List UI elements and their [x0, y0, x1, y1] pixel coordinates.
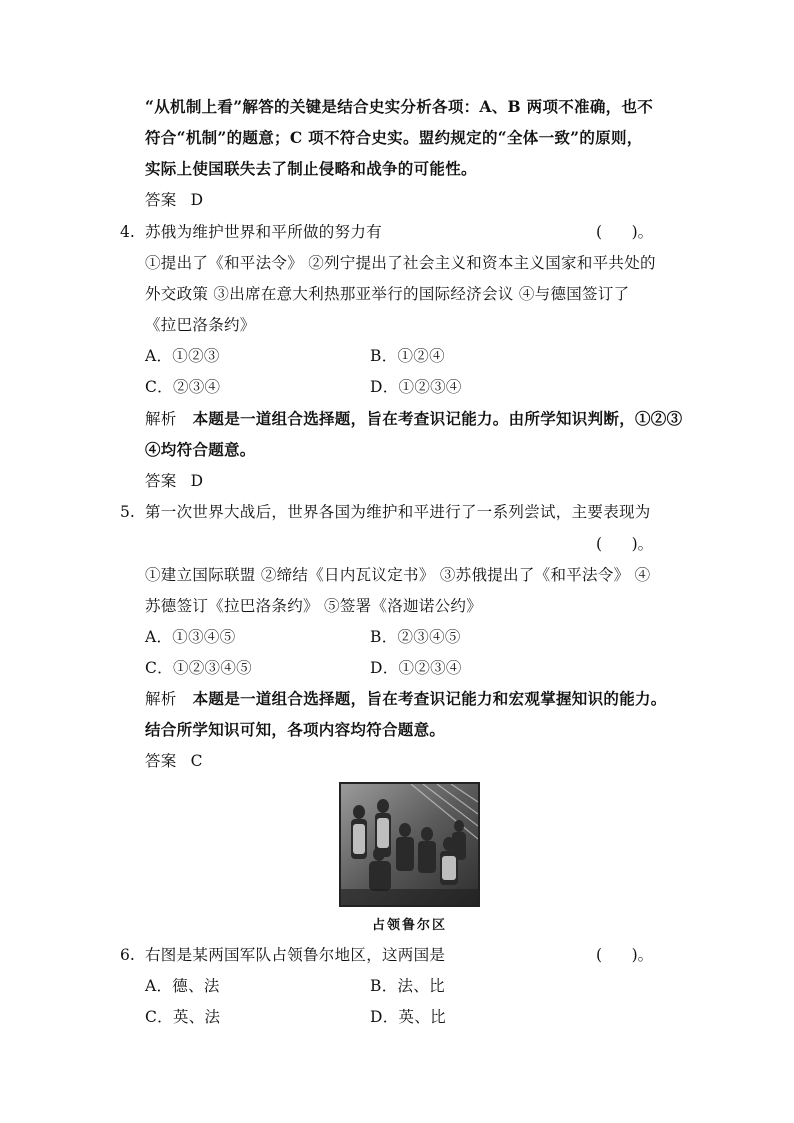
- question-4-choice-b: B．①②④: [370, 347, 445, 365]
- intro-line-3: 实际上使国联失去了制止侵略和战争的可能性。: [145, 159, 477, 178]
- question-4-options-line-1: ①提出了《和平法令》 ②列宁提出了社会主义和资本主义国家和平共处的: [145, 254, 656, 272]
- question-4-number: 4.: [120, 223, 135, 241]
- figure-caption: 占领鲁尔区: [371, 918, 447, 933]
- question-5-answer: [145, 751, 203, 771]
- question-5-analysis-line-2: 结合所学知识可知，各项内容均符合题意。: [145, 720, 446, 739]
- analysis-text: 本题是一道组合选择题，旨在考查识记能力。由所学知识判断，①②③: [192, 409, 683, 428]
- question-6-stem: 右图是某两国军队占领鲁尔地区，这两国是: [145, 946, 446, 964]
- question-6-answer-blank: ( )。: [596, 946, 654, 964]
- answer-value: D: [190, 191, 204, 209]
- question-5-options-line-2: 苏德签订《拉巴洛条约》 ⑤签署《洛迦诺公约》: [145, 597, 483, 615]
- question-5-choice-a: A．①③④⑤: [145, 628, 236, 646]
- question-6-choice-a: A．德、法: [145, 977, 220, 995]
- question-6-number: 6.: [120, 946, 135, 964]
- question-4-stem: 苏俄为维护世界和平所做的努力有: [145, 223, 383, 241]
- question-5-choice-d: D．①②③④: [370, 659, 462, 677]
- analysis-text: 本题是一道组合选择题，旨在考查识记能力和宏观掌握知识的能力。: [192, 689, 667, 708]
- analysis-label: 解析: [145, 690, 177, 708]
- question-5-choice-c: C．①②③④⑤: [145, 659, 252, 677]
- question-5-number: 5.: [120, 503, 135, 521]
- question-5-choice-b: B．②③④⑤: [370, 628, 461, 646]
- question-5-analysis-line-1: [145, 689, 667, 709]
- answer-label: 答案: [145, 191, 177, 209]
- question-4-options-line-2: 外交政策 ③出席在意大利热那亚举行的国际经济会议 ④与德国签订了: [145, 285, 630, 303]
- question-4-choice-c: C．②③④: [145, 378, 221, 396]
- answer-value: D: [190, 472, 204, 490]
- answer-value: C: [190, 752, 203, 770]
- photo-illustration: [341, 784, 478, 905]
- question-6-choice-c: C．英、法: [145, 1008, 221, 1026]
- question-4-analysis-line-1: [145, 409, 682, 429]
- ruhr-occupation-photo: [339, 782, 480, 907]
- question-6-choice-d: D．英、比: [370, 1008, 446, 1026]
- question-4-options-line-3: 《拉巴洛条约》: [145, 316, 256, 334]
- question-4-choice-a: A．①②③: [145, 347, 220, 365]
- question-5-options-line-1: ①建立国际联盟 ②缔结《日内瓦议定书》 ③苏俄提出了《和平法令》 ④: [145, 566, 651, 584]
- intro-line-1: “从机制上看”解答的关键是结合史实分析各项：A、B 两项不准确，也不: [145, 97, 654, 116]
- question-5-answer-blank: ( )。: [596, 535, 654, 553]
- question-5-stem: 第一次世界大战后，世界各国为维护和平进行了一系列尝试，主要表现为: [145, 503, 651, 521]
- question-4-answer-blank: ( )。: [596, 223, 654, 241]
- analysis-label: 解析: [145, 410, 177, 428]
- answer-label: 答案: [145, 752, 177, 770]
- question-4-analysis-line-2: ④均符合题意。: [145, 440, 256, 459]
- answer-label: 答案: [145, 472, 177, 490]
- intro-answer: [145, 190, 203, 210]
- intro-line-2: 符合“机制”的题意；C 项不符合史实。盟约规定的“全体一致”的原则，: [145, 128, 643, 147]
- question-6-choice-b: B．法、比: [370, 977, 445, 995]
- question-4-answer: [145, 471, 203, 491]
- question-4-choice-d: D．①②③④: [370, 378, 462, 396]
